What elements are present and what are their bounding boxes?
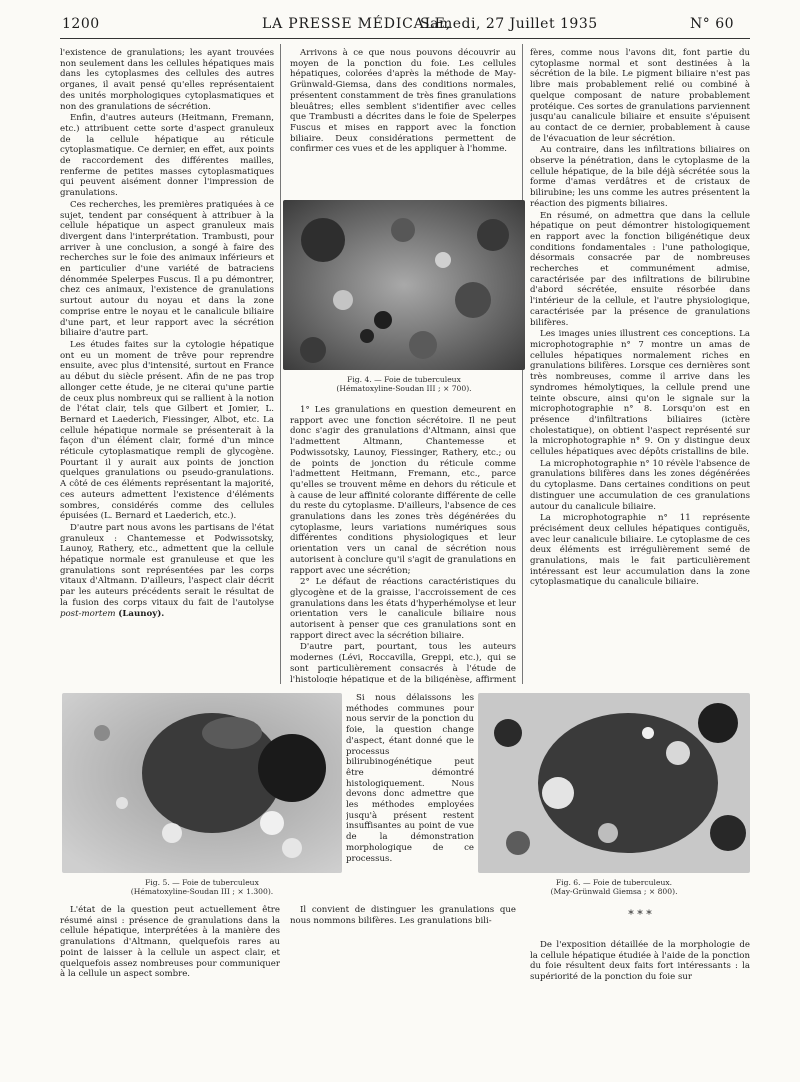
figure-title: Fig. 6. — Foie de tuberculeux. bbox=[555, 878, 673, 887]
figure-title: Fig. 4. — Foie de tuberculeux bbox=[347, 375, 461, 384]
figure-stain: (Hématoxyline-Soudan III ; × 700). bbox=[336, 384, 472, 393]
text-column-right bbox=[530, 48, 750, 683]
text-column-left bbox=[60, 48, 274, 683]
figure-6-caption bbox=[478, 878, 750, 896]
paragraph: l'existence de granulations; les ayant trouvées non seulement dans les cellules hépatiques mais dans les cytoplasmes des cellules des autres organes, il avait pensé qu'elles représentaient des unités morphologiques cytoplasmatiques et non des granulations de sécrétion. bbox=[60, 48, 274, 112]
text-column-right-bottom bbox=[530, 940, 750, 990]
text-column-left-bottom bbox=[60, 905, 280, 985]
text-span: D'autre part nous avons les partisans de l'état granuleux : Chantemesse et Podwissotsky, Launoy, Rathery, etc., admettent que la cellule hépatique normale est granuleuse et que les granulations sont représentées par les corps vitaux d'Altmann. D'ailleurs, l'aspect clair décrit par les auteurs précédents serait le résultat de la fusion des corps vitaux du fait de l'autolyse bbox=[60, 522, 274, 608]
issue-date: Samedi, 27 Juillet 1935 bbox=[420, 16, 598, 32]
paragraph: Au contraire, dans les infiltrations biliaires on observe la pénétration, dans le cytoplasme de la cellule hépatique, de la bile déjà sécrétée sous la forme d'amas verdâtres et de cristaux de bilirubine; les uns comme les autres présentent la réaction des pigments biliaires. bbox=[530, 145, 750, 209]
paragraph bbox=[60, 523, 274, 619]
header-rule bbox=[60, 38, 750, 39]
paragraph: Si nous délaissons les méthodes communes pour nous servir de la ponction du foie, la question change d'aspect, étant donné que le processus bilirubinogénétique peut être démontré histologiquement. Nous devons donc admettre que les méthodes employées jusqu'à présent restent insuffisantes au point de vue de la démonstration morphologique de ce processus. bbox=[346, 693, 474, 864]
paragraph: Les images unies illustrent ces conceptions. La microphotographie n° 7 montre un amas de cellules hépatiques normalement riches en granulations bilifères. Lorsque ces dernières sont très nombreuses, comme il arrive dans les syndromes hémolytiques, la cellule prend une teinte obscure, ainsi qu'on le signale sur la microphotographie n° 8. Lorsqu'on est en présence d'infiltrations biliaires (ictère cholestatique), on obtient l'aspect représenté sur la microphotographie n° 9. On y distingue deux cellules hépatiques avec dépôts cristallins de bile. bbox=[530, 329, 750, 458]
text-column-narrow bbox=[346, 693, 474, 893]
column-divider bbox=[280, 44, 281, 684]
micrograph-fig-6 bbox=[478, 693, 750, 873]
paragraph: 2° Le défaut de réactions caractéristiques du glycogène et de la graisse, l'accroissement de ces granulations dans les états d'hyperhémolyse et leur orientation vers le canalicule biliaire nous autorisent à penser que ces granulations sont en rapport direct avec la sécrétion biliaire. bbox=[290, 577, 516, 641]
paragraph: L'état de la question peut actuellement être résumé ainsi : présence de granulations dans la cellule hépatique, interprétées à la manière des granulations d'Altmann, quelquefois rares au point de laisser à la cellule un aspect clair, et quelquefois assez nombreuses pour communiquer à la cellule un aspect sombre. bbox=[60, 905, 280, 980]
paragraph: Arrivons à ce que nous pouvons découvrir au moyen de la ponction du foie. Les cellules hépatiques, colorées d'après la méthode de May-Grünwald-Giemsa, dans des conditions normales, présentent constamment de très fines granulations bleuâtres; elles semblent s'identifier avec celles que Trambusti a décrites dans le foie de Spelerpes Fuscus et mises en rapport avec la fonction biliaire. Deux considérations permettent de confirmer ces vues et de les appliquer à l'homme. bbox=[290, 48, 516, 155]
figure-4-caption bbox=[283, 375, 525, 393]
paragraph: D'autre part, pourtant, tous les auteurs modernes (Lévi, Roccavilla, Greppi, etc.), qui se sont particulièrement consacrés à l'étude de l'histologie hépatique et de la biligénèse, affirment bbox=[290, 642, 516, 683]
journal-title: LA PRESSE MÉDICALE, bbox=[262, 16, 451, 32]
paragraph: Les études faites sur la cytologie hépatique ont eu un moment de trêve pour reprendre ensuite, avec plus d'intensité, surtout en France au début du siècle présent. Afin de ne pas trop allonger cette étude, je ne citerai qu'une partie de ceux plus nombreux qui se rallient à la notion de l'état clair, tels que Gilbert et Jomier, L. Bernard et Laederich, Fiessinger, Albot, etc. La cellule hépatique normale se présenterait à la façon d'un élément clair, formé d'un mince réticule cytoplasmatique rempli de glycogène. Pourtant il y aurait aux points de jonction quelques granulations ou pseudo-granulations. A côté de ces éléments représentant la majorité, ces auteurs admettent l'existence d'éléments sombres, considérés comme des cellules épuisées (L. Bernard et Laederich, etc.). bbox=[60, 339, 274, 522]
paragraph: En résumé, on admettra que dans la cellule hépatique on peut démontrer histologiquement en rapport avec la fonction biligénétique deux conditions fondamentales : l'une pathologique, désormais consacrée par de nombreuses recherches et communément admise, caractérisée par des infiltrations de bilirubine d'abord sécrétée, ensuite résorbée dans l'intérieur de la cellule, et l'autre physiologique, caractérisée par la présence de granulations bilifères. bbox=[530, 210, 750, 328]
figure-title: Fig. 5. — Foie de tuberculeux bbox=[145, 878, 259, 887]
paragraph: Il convient de distinguer les granulations que nous nommons bilifères. Les granulations bili- bbox=[290, 905, 516, 926]
figure-stain: (Hématoxyline-Soudan III ; × 1.300). bbox=[130, 887, 274, 896]
micrograph-fig-4 bbox=[283, 200, 525, 370]
page-number: 1200 bbox=[62, 16, 100, 32]
text-column-middle-top bbox=[290, 48, 516, 194]
paragraph: fères, comme nous l'avons dit, font partie du cytoplasme normal et sont destinées à la sécrétion de la bile. Le pigment biliaire n'est pas libre mais probablement relié ou combiné à quelque composant de nature probablement protéique. Ces sortes de granulations parviennent jusqu'au canalicule biliaire et ensuite s'épuisent au contact de ce dernier, probablement à cause de l'évacuation de leur sécrétion. bbox=[530, 48, 750, 144]
text-column-middle bbox=[290, 405, 516, 683]
paragraph: De l'exposition détaillée de la morphologie de la cellule hépatique étudiée à l'aide de la ponction du foie résultent deux faits fort intéressants : la supériorité de la ponction du foie sur bbox=[530, 940, 750, 983]
section-separator-stars: * * * bbox=[628, 908, 652, 921]
micrograph-fig-5 bbox=[62, 693, 342, 873]
paragraph: Ces recherches, les premières pratiquées à ce sujet, tendent par conséquent à attribuer à la cellule hépatique un aspect granuleux mais divergent dans l'interprétation. Trambusti, pour arriver à une conclusion, a songé à faire des recherches sur le foie des animaux inférieurs et en particulier d'une variété de batraciens dénommée Spelerpes Fuscus. Il a pu démontrer, chez ces animaux, l'existence de granulations surtout autour du noyau et dans la zone comprise entre le noyau et le canalicule biliaire d'une part, et leur rapport avec la sécrétion biliaire d'autre part. bbox=[60, 199, 274, 339]
paragraph: La microphotographie n° 10 révèle l'absence de granulations bilifères dans les zones dégénérées du cytoplasme. Dans certaines conditions on peut distinguer une accumulation de ces granulations autour du canalicule biliaire. bbox=[530, 458, 750, 512]
figure-5-caption bbox=[62, 878, 342, 896]
paragraph: 1° Les granulations en question demeurent en rapport avec une fonction sécrétoire. Il ne peut donc s'agir des granulations d'Altmann, ainsi que l'admettent Altmann, Chantemesse et Podwissotsky, Launoy, Fiessinger, Rathery, etc.; ou de points de jonction du réticule comme l'admettent Heitmann, Fremann, etc., parce qu'elles se trouvent même en dehors du réticule et à cause de leur affinité colorante différente de celle du reste du cytoplasme. D'ailleurs, l'absence de ces granulations dans les zones très dégénérées du cytoplasme, leurs variations numériques sous différentes conditions physiologiques et leur orientation vers un canal de sécrétion nous autorisent à conclure qu'il s'agit de granulations en rapport avec une sécrétion; bbox=[290, 405, 516, 576]
paragraph: Enfin, d'autres auteurs (Heitmann, Fremann, etc.) attribuent cette sorte d'aspect granuleux de la cellule hépatique au réticule cytoplasmatique. Ce dernier, en effet, aux points de raccordement des différentes mailles, renferme de petites masses cytoplasmatiques qui peuvent aisément donner l'impression de granulations. bbox=[60, 113, 274, 199]
text-column-middle-bottom bbox=[290, 905, 516, 990]
figure-stain: (May-Grünwald Giemsa ; × 800). bbox=[550, 887, 678, 896]
italic-term: post-mortem bbox=[60, 608, 116, 619]
citation: (Launoy). bbox=[118, 608, 165, 619]
issue-number: N° 60 bbox=[690, 16, 735, 32]
paragraph: La microphotographie n° 11 représente précisément deux cellules hépatiques contiguës, avec leur canalicule biliaire. Le cytoplasme de ces deux éléments est irrégulièrement semé de granulations, mais le fait particulièrement intéressant est leur accumulation dans la zone cytoplasmatique du canalicule biliaire. bbox=[530, 513, 750, 588]
